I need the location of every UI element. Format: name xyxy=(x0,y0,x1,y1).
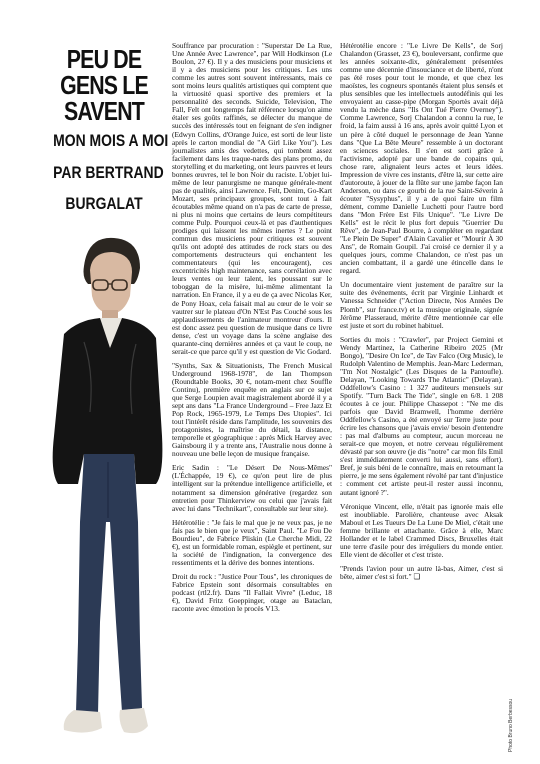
paragraph: Eric Sadin : "Le Désert De Nous-Mêmes" (L'Échappée, 19 €), ce qu'on peut lire de plus intelligent sur la prétendue intelligence artificielle, et notamment sa dimension générative (regardez son entretien pour Thinkerview ou celui que j'avais fait avec lui dans "Technikart", consultable sur leur site). xyxy=(172,463,332,513)
title-line-3: SAVENT xyxy=(64,96,144,126)
paragraph: "Prends l'avion pour un autre là-bas, Aimer, c'est si bête, aimer c'est si fort." ❏ xyxy=(340,563,503,581)
paragraph: Un documentaire vient justement de paraître sur la suite des événements, écrit par Virginie Linhardt et Vanessa Schneider ("Action Directe, Nos Années De Plomb", sur france.tv) et la musique originale, signée Jérôme Plasseraud, mérite d'être mentionnée car elle est juste et sort du robinet habituel. xyxy=(340,280,503,330)
byline-line-2: BURGALAT xyxy=(65,194,143,213)
title-line-1: PEU DE xyxy=(66,44,142,74)
text-column-2 xyxy=(340,42,503,587)
paragraph: Droit du rock : "Justice Pour Tous", les chroniques de Fabrice Epstein sont désormais consultables en podcast (rtl2.fr). Dans "Il Fallait Vivre" (Leduc, 18 €), David Fritz Goeppinger, otage au Bataclan, raconte avec émotion le procès V13. xyxy=(172,571,332,614)
article-subtitle: MON MOIS A MOI xyxy=(53,131,169,150)
paragraph: Hétérotélie : "Je fais le mal que je ne veux pas, je ne fais pas le bien que je veux", Saint Paul. "Le Fou De Bourdieu", de Fabrice Pliskin (Le Cherche Midi, 22 €), est un formidable roman, espiègle et pertinent, sur la société de l'indignation, la convergence des ressentiments et la dérive des bonnes intentions. xyxy=(172,517,332,567)
paragraph: Hétérotélie encore : "Le Livre De Kells", de Sorj Chalandon (Grasset, 23 €), bouleversant, confirme que les années soixante-dix, généralement présentées comme une décennie d'insouciance et de liberté, n'ont pas été roses pour tout le monde, et que chez les maoïstes, les cogneurs spontanés étaient plus sensés et plus sensibles que les intellectuels autodéfinis qui les envoyaient au casse-pipe (Morgan Sportès avait déjà vendu la mèche dans "Ils Ont Tué Pierre Overney"). Comme Lawrence, Sorj Chalandon a connu la rue, le froid, la faim aussi à 16 ans, après avoir quitté Lyon et un père à côté duquel le personnage de Jean Yanne dans "Que La Bête Meure" ressemble à un doctorant en sciences sociales. Il s'en est sorti grâce à l'activisme, adopté par une bande de copains qui, chose rare, alignaient leurs actes et leurs idées. Impression de vivre ces instants, d'être là, sur cette aire d'autoroute, à jouer de la flûte sur une jambe façon Ian Anderson, ou dans ce gourbi de la rue Saint-Séverin à écouter "Sysyphus", il y a de quoi faire un film dément, comme Danielle Luchetti pour l'autre bord dans "Mon Frère Est Fils Unique". "Le Livre De Kells" est le récit le plus fort depuis "Guerrier Du Rêve", de Jean-Paul Bourre, à compléter en regardant "Le Plein De Super" d'Alain Cavalier et "Mourir À 30 Ans", de Romain Goupil. J'ai croisé ce dernier il y a quelques jours, comme Chalandon, ce n'est pas un ancien combattant, il a gardé une étincelle dans le regard. xyxy=(340,41,503,276)
paragraph: Véronique Vincent, elle, n'était pas ignorée mais elle est inoubliable. Parolière, chanteuse avec Aksak Maboul et Les Tueurs De La Lune De Miel, c'était une femme brillante et attachante. Grâce à elle, Marc Hollander et le label Crammed Discs, Bruxelles était une terre d'asile pour des irréguliers du monde entier. Elle vient de décoller et c'est triste. xyxy=(340,501,503,559)
byline-line-1: PAR BERTRAND xyxy=(53,163,164,182)
text-column-1 xyxy=(172,42,332,619)
title-line-2: GENS LE xyxy=(60,70,148,100)
author-photo xyxy=(44,222,172,762)
paragraph: Sorties du mois : "Crawler", par Project Gemini et Wendy Martinez, la Catherine Ribeiro 2025 (Mr Bongo), "Desire On Ice", de Tav Falco (Org Music), le Rudolph Valentino de Memphis. Jean-Marc Lederman, "I'm Not Nostalgic" (Les Disques de la Pantoufle). Delayan, "Looking Towards The Atlantic" (Delayan). Oddfellow's Casino : 1 327 auditeurs mensuels sur Spotify. "Turn Back The Tide", single en 6/8. 1 208 écoutes à ce jour. Philippe Chassepot : "Ne me dis parfois que David Bramwell, l'homme derrière Oddfellow's Casino, a été envoyé sur Terre juste pour écrire les chansons que j'avais envie/ besoin d'entendre : pas mal d'albums au compteur, aucun morceau ne serait-ce que moyen, et notre cerveau régulièrement dévasté par son œuvre (je dis "notre" car mon fils Emil s'est immédiatement converti lui aussi, sans effort). Bref, je suis béni de le connaître, mais en retournant la pierre, je me sens également révolté par tant d'injustice : comment cet artiste peut-il rester aussi inconnu, autant ignoré ?". xyxy=(340,334,503,497)
photo-credit: Photo Bruno Berbessou xyxy=(508,698,514,752)
article-heading xyxy=(42,44,169,213)
paragraph: Souffrance par procuration : "Superstar De La Rue, Une Année Avec Lawrence", par Will Hodkinson (Le Boulon, 27 €). Il y a des musiciens pour musiciens et il y a des musiciens pour les critiques. Les uns comme les autres sont souvent intéressants, mais ce sont moins leurs qualités artistiques qui comptent que la virtuosité quasi sportive des premiers et la personnalité des seconds. Suicide, Television, The Fall, Felt ont longtemps fait référence lorsqu'on aime étaler ses goûts raffinés, se délecter du manque de succès des intéressés tout en feignant de s'en indigner (Edwyn Collins, d'Orange Juice, est sorti de leur liste après le carton mondial de "A Girl Like You"). Les journalistes amis des vedettes, qui tombent assez facilement dans les traque-nards des plans promo, du storytelling et du marketing, ont leurs pauvres et leurs bonnes œuvres, tel le bon Noir du raciste. L'objet lui-même de leur panurgisme ne manque générale-ment pas de qualités, ainsi Lawrence. Felt, Denim, Go-Kart Mozart, ses principaux groupes, sont tout à fait écoutables même quand on n'a pas de carte de presse, ni plus ni moins que certains de leurs compétiteurs comme Pulp. Pourquoi ceux-là et pas d'authentiques prodiges qui laissent les mêmes inertes ? Le point commun des musiciens pour critiques est souvent qu'ils ont adopté des attitudes de rock stars ou des comportements destructeurs qui enchantent les commentateurs (qui les encouragent), ces excentricités high maintenance, sans corrélation avec leurs ventes ou leur talent, les poussant sur le toboggan de la misère, lui-même alimentant la narration. En France, il y a eu de ça avec Nicolas Ker, de Pony Hoax, cela faisait mal au cœur de le voir se vautrer sur le plateau d'On N'Est Pas Couché sous les applaudissements de l'animateur montreur d'ours. Il est donc assez peu question de musique dans ce livre dense, c'est un voyage dans la scène anglaise des quarante-cinq dernières années et ça vaut le coup, ne serait-ce que parce qu'il y est question de Vic Godard. xyxy=(172,41,332,356)
paragraph: "Synths, Sax & Situationists, The French Musical Underground 1968-1978", de Ian Thompson (Roundtable Books, 30 €, notam-ment chez Souffle Continu), première enquête en anglais sur ce sujet que Serge Loupien avait magistralement abordé il y a sept ans dans "La France Underground – Free Jazz Et Pop Rock, 1965-1979, Le Temps Des Utopies". Ici tout l'intérêt réside dans l'amplitude, les souvenirs des protagonistes, la maîtrise du détail, la distance, temporelle et géographique : après Mick Harvey avec Gainsbourg il y a trente ans, l'Australie nous donne à nouveau une belle leçon de musique française. xyxy=(172,360,332,459)
